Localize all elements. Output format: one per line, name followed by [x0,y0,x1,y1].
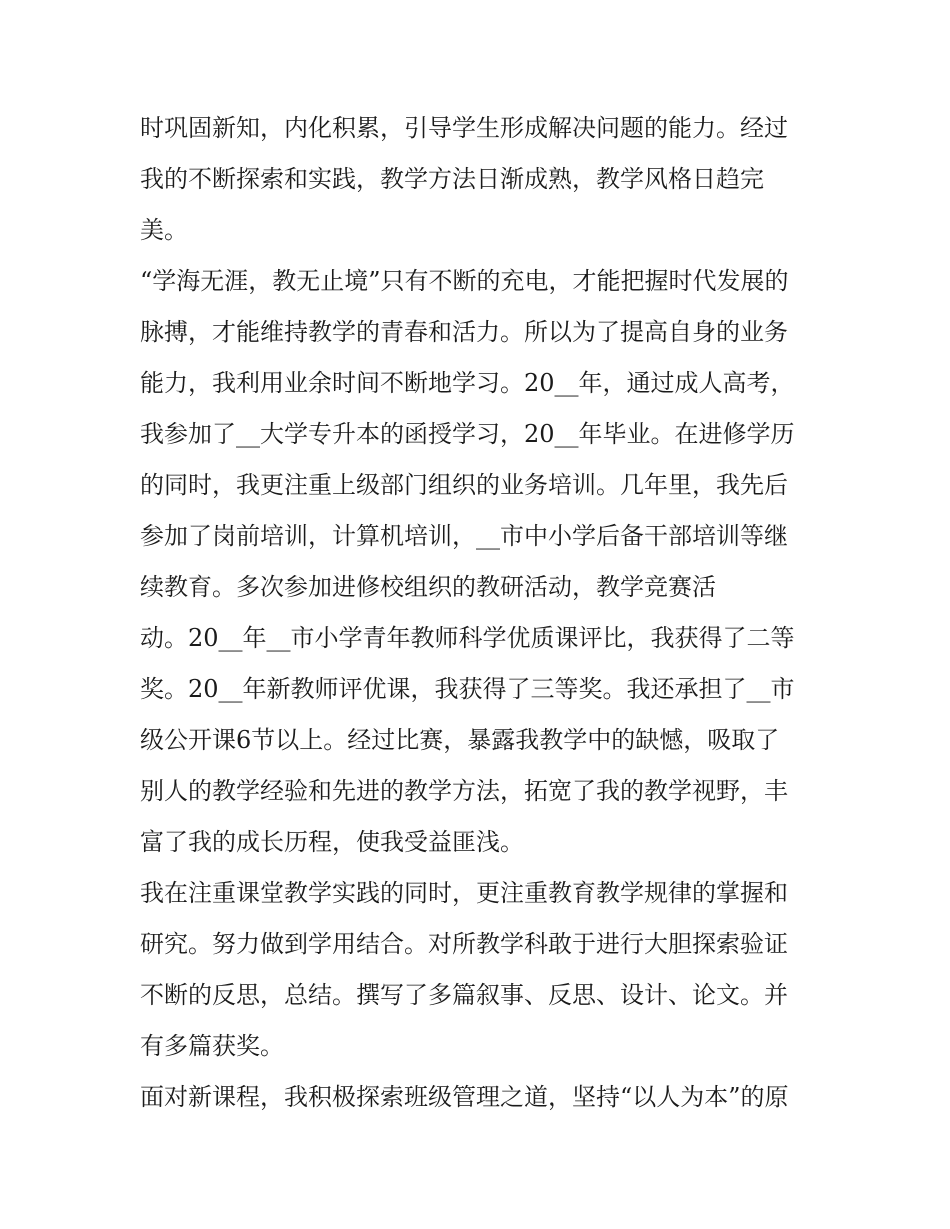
text-line: 有多篇获奖。 [140,1032,284,1060]
text-line: 级公开课6节以上。经过比赛，暴露我教学中的缺憾，吸取了 [140,726,780,754]
text-line: 的同时，我更注重上级部门组织的业务培训。几年里，我先后 [140,471,788,499]
text-line: 研究。努力做到学用结合。对所教学科敢于进行大胆探索验证 [140,930,788,958]
text-line: 我在注重课堂教学实践的同时，更注重教育教学规律的掌握和 [140,879,788,907]
text-line: “学海无涯，教无止境”只有不断的充电，才能把握时代发展的 [140,267,789,295]
text-line: 美。 [140,216,188,244]
text-line: 面对新课程，我积极探索班级管理之道，坚持“以人为本”的原 [140,1083,789,1111]
text-line: 富了我的成长历程，使我受益匪浅。 [140,828,524,856]
text-line: 时巩固新知，内化积累，引导学生形成解决问题的能力。经过 [140,114,788,142]
text-line: 我参加了__大学专升本的函授学习，20__年毕业。在进修学历 [140,420,795,448]
text-line: 续教育。多次参加进修校组织的教研活动，教学竞赛活 [140,573,716,601]
text-line: 能力，我利用业余时间不断地学习。20__年，通过成人高考， [140,369,795,397]
text-line: 奖。20__年新教师评优课，我获得了三等奖。我还承担了__市 [140,675,795,703]
text-line: 动。20__年__市小学青年教师科学优质课评比，我获得了二等 [140,624,795,652]
text-line: 不断的反思，总结。撰写了多篇叙事、反思、设计、论文。并 [140,981,788,1009]
text-line: 脉搏，才能维持教学的青春和活力。所以为了提高自身的业务 [140,318,788,346]
text-line: 我的不断探索和实践，教学方法日渐成熟，教学风格日趋完 [140,165,764,193]
text-line: 别人的教学经验和先进的教学方法，拓宽了我的教学视野，丰 [140,777,788,805]
text-line: 参加了岗前培训，计算机培训，__市中小学后备干部培训等继 [140,522,788,550]
